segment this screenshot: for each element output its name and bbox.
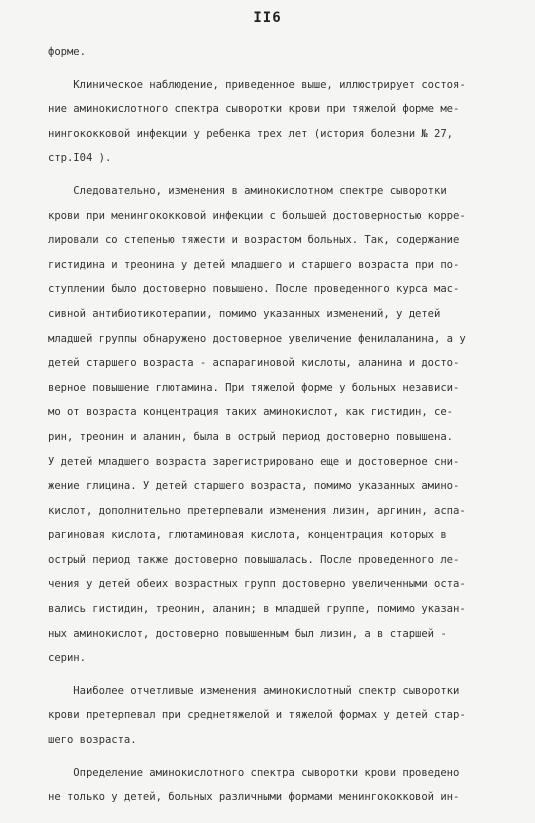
text-line: форме. <box>48 46 86 58</box>
text-line: Определение аминокислотного спектра сыворотки крови проведено <box>48 766 460 779</box>
text-line: ных аминокислот, достоверно повышенным был лизин, а в старшей - <box>48 627 447 640</box>
text-line: кислот, дополнительно претерпевали изменения лизин, аргинин, аспа- <box>48 504 466 517</box>
paragraph <box>48 179 512 671</box>
text-line: чения у детей обеих возрастных групп достоверно увеличенными оста- <box>48 578 466 591</box>
text-line: сивной антибиотикотерапии, помимо указанных изменений, у детей <box>48 307 441 320</box>
text-line: мо от возраста концентрация таких аминокислот, как гистидин, се- <box>48 406 453 419</box>
paragraph <box>48 40 512 65</box>
text-line: жение глицина. У детей старшего возраста, помимо указанных амино- <box>48 480 460 493</box>
paragraph <box>48 73 512 171</box>
text-line: ние аминокислотного спектра сыворотки крови при тяжелой форме ме- <box>48 103 460 116</box>
text-line: рагиновая кислота, глютаминовая кислота, концентрация которых в <box>48 529 447 542</box>
text-line: ступлении было достоверно повышено. После проведенного курса мас- <box>48 283 460 296</box>
paragraph-gap <box>48 171 512 179</box>
paragraph <box>48 761 512 810</box>
paragraph-gap <box>48 671 512 679</box>
text-line: крови претерпевал при среднетяжелой и тяжелой формах у детей стар- <box>48 709 466 722</box>
text-line: стр.I04 ). <box>48 152 112 165</box>
paragraph-gap <box>48 65 512 73</box>
text-line: У детей младшего возраста зарегистрировано еще и достоверное сни- <box>48 455 460 468</box>
text-line: нингококковой инфекции у ребенка трех лет (история болезни № 27, <box>48 127 453 140</box>
text-line: детей старшего возраста - аспарагиновой кислоты, аланина и досто- <box>48 357 460 370</box>
body-text <box>48 40 512 810</box>
page-number: II6 <box>253 10 282 26</box>
text-line: верное повышение глютамина. При тяжелой форме у больных независи- <box>48 381 460 394</box>
text-line: лировали со степенью тяжести и возрастом больных. Так, содержание <box>48 234 460 247</box>
text-line: рин, треонин и аланин, была в острый период достоверно повышена. <box>48 430 453 443</box>
text-line: вались гистидин, треонин, аланин; в младшей группе, помимо указан- <box>48 603 466 616</box>
text-line: крови при менингококковой инфекции с большей достоверностью корре- <box>48 209 466 222</box>
paragraph-gap <box>48 753 512 761</box>
text-line: Наиболее отчетливые изменения аминокислотный спектр сыворотки <box>48 684 460 697</box>
text-line: не только у детей, больных различными формами менингококковой ин- <box>48 791 460 804</box>
paragraph <box>48 679 512 753</box>
text-line: острый период также достоверно повышалась. После проведенного ле- <box>48 553 460 566</box>
text-line: младшей группы обнаружено достоверное увеличение фенилаланина, а у <box>48 332 466 345</box>
text-line: гистидина и треонина у детей младшего и старшего возраста при по- <box>48 258 460 271</box>
text-line: Клиническое наблюдение, приведенное выше, иллюстрирует состоя- <box>48 78 466 91</box>
text-line: серин. <box>48 652 86 665</box>
text-line: шего возраста. <box>48 734 137 747</box>
text-line: Следовательно, изменения в аминокислотном спектре сыворотки <box>48 184 447 197</box>
